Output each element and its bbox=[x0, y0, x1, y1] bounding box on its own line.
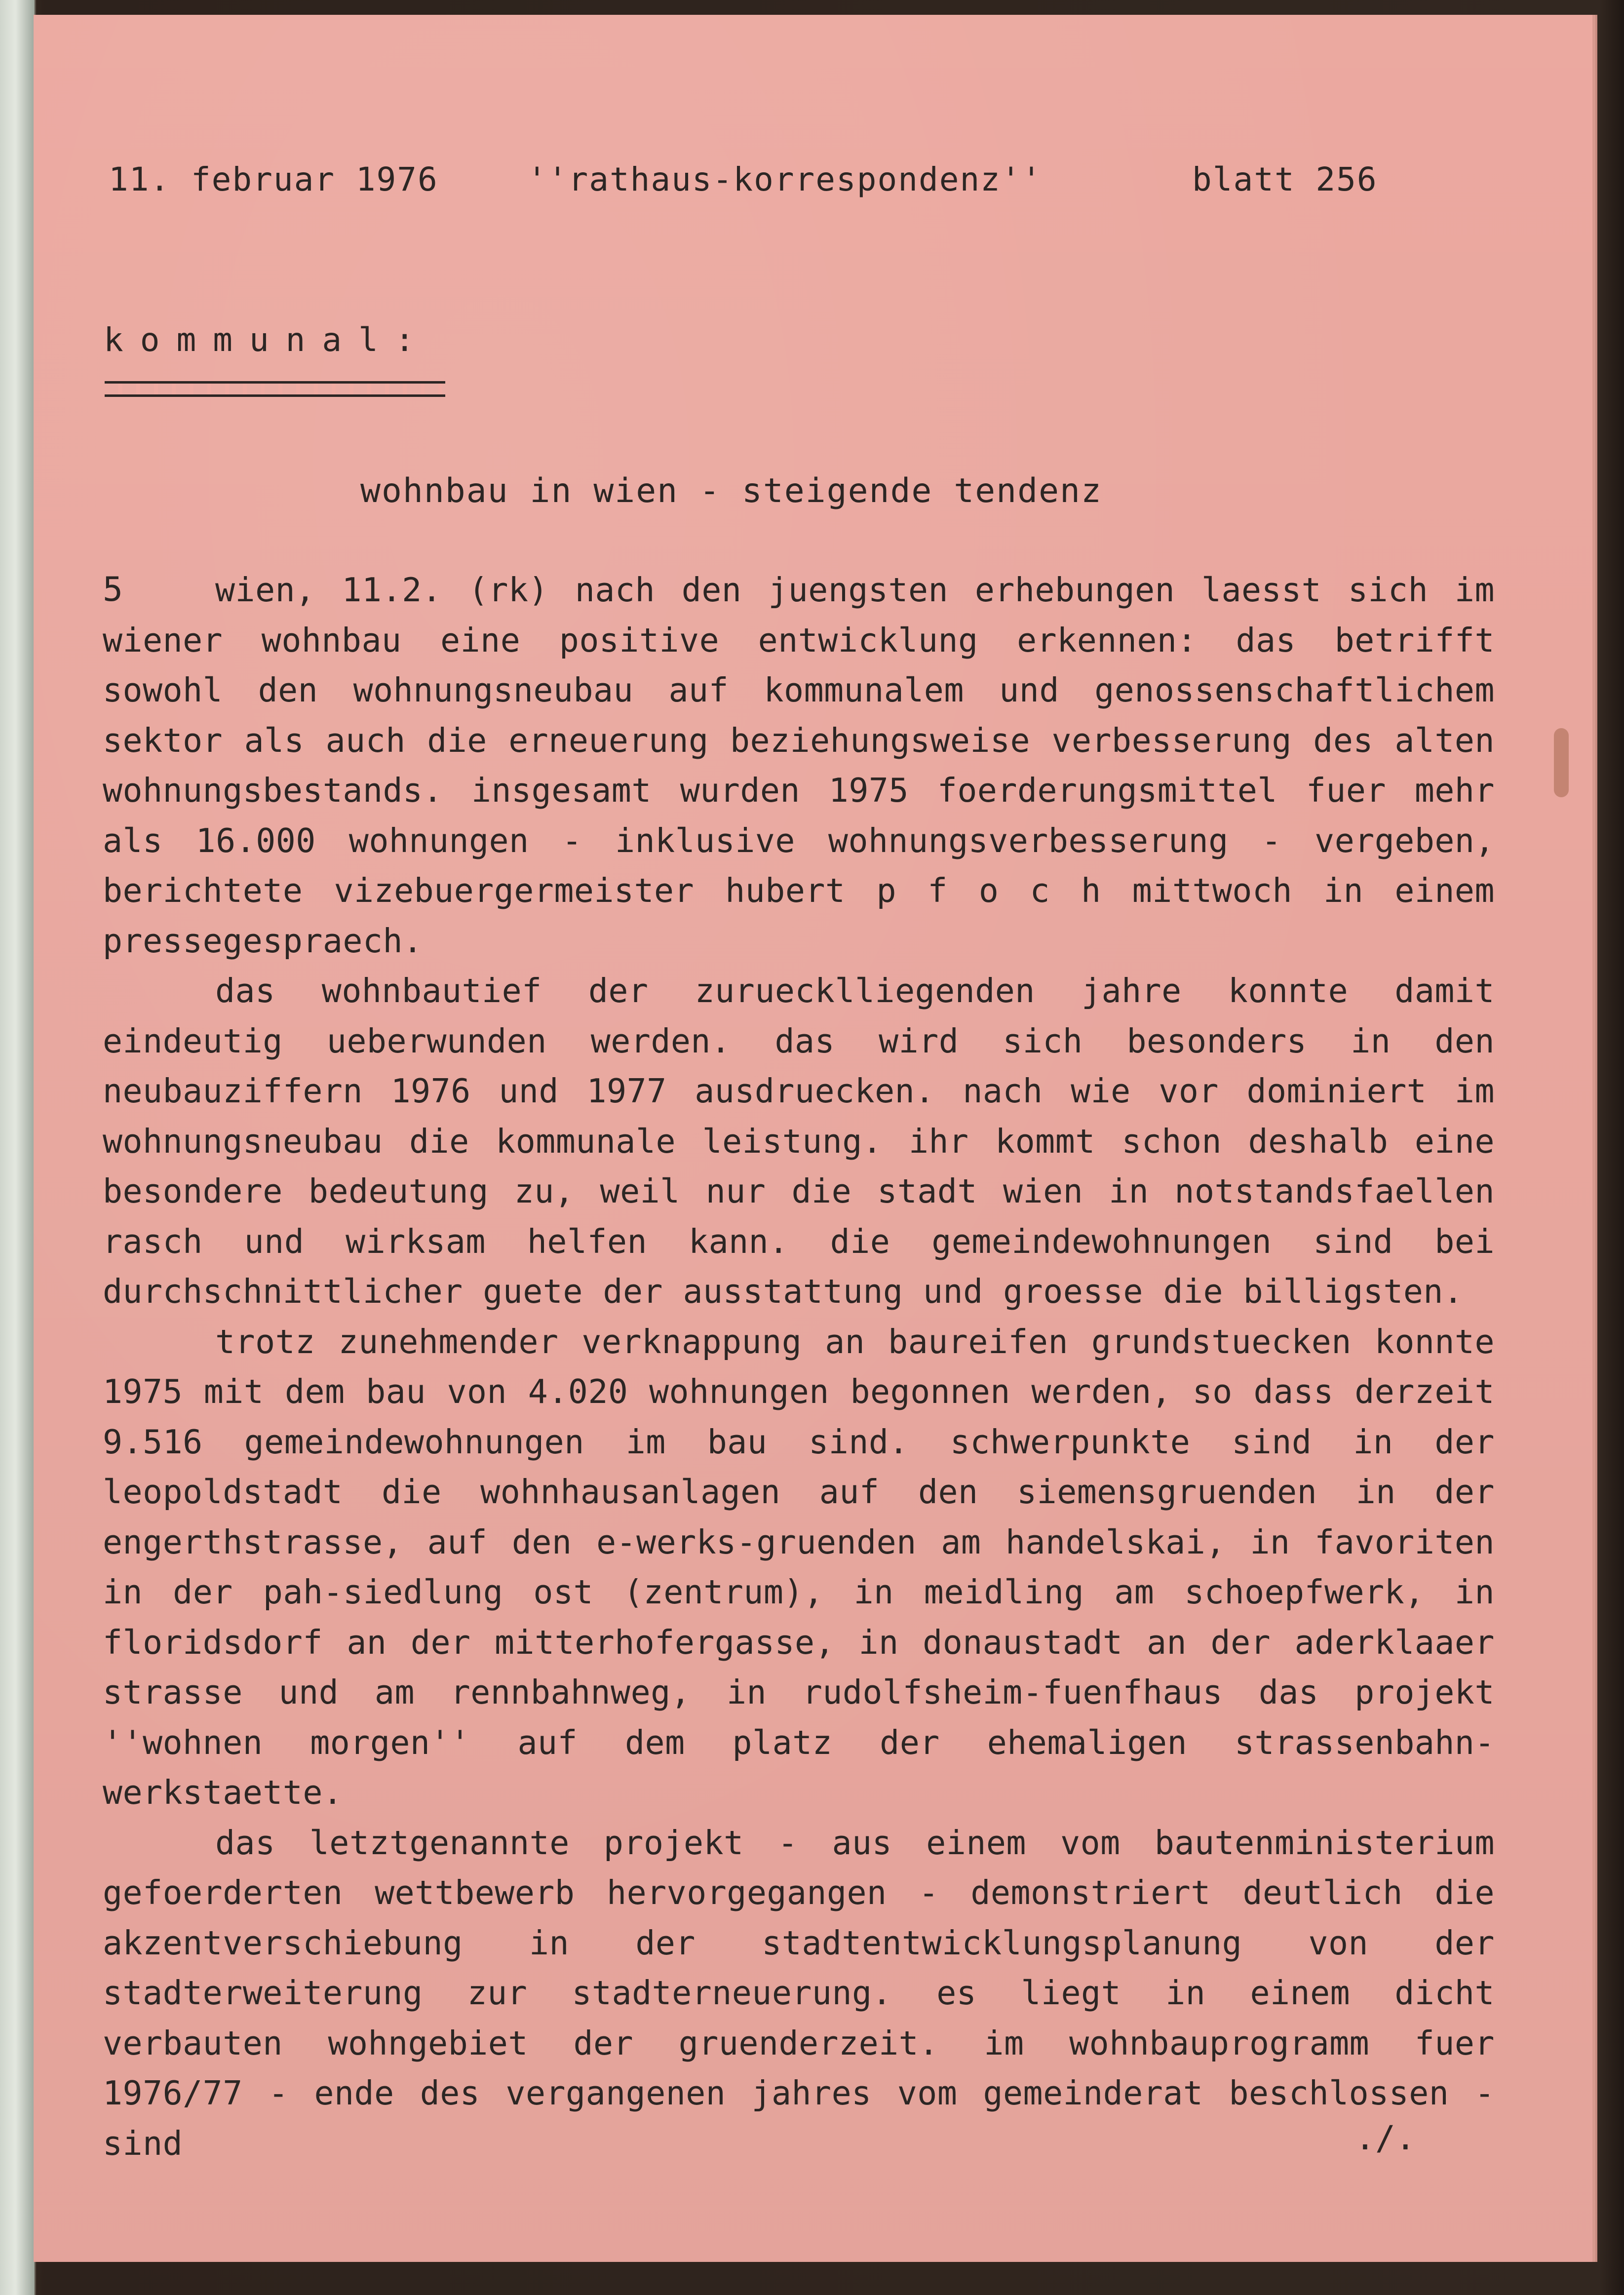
paragraph-1: wien, 11.2. (rk) nach den juengsten erhebungen laesst sich im wiener wohnbau eine positive entwicklung erkennen: das betrifft sowohl den wohnungsneubau auf kommunalem und genossenschaftlichem sektor als auch die erneuerung beziehungsweise verbesserung des alten wohnungsbestands. insgesamt wurden 1975 foerderungsmittel fuer mehr als 16.000 wohnungen - inklusive wohnungsverbesserung - vergeben, berichtete vizebuergermeister hubert p f o c h mittwoch in einem pressegespraech. bbox=[103, 571, 1495, 960]
paragraph-4: das letztgenannte projekt - aus einem vom bautenministerium gefoerderten wettbewerb hervorgegangen - demonstriert deutlich die akzentverschiebung in der stadtentwicklungsplanung von der stadterweiterung zur stadterneuerung. es liegt in einem dicht verbauten wohngebiet der gruenderzeit. im wohnbauprogramm fuer 1976/77 - ende des vergangenen jahres vom gemeinderat beschlossen - sind bbox=[103, 1823, 1495, 2163]
paragraph-2: das wohnbautief der zuruecklliegenden jahre konnte damit eindeutig ueberwunden werden. das wird sich besonders in den neubauziffern 1976 und 1977 ausdruecken. nach wie vor dominiert im wohnungsneubau die kommunale leistung. ihr kommt schon deshalb eine besondere bedeutung zu, weil nur die stadt wien in notstandsfaellen rasch und wirksam helfen kann. die gemeindewohnungen sind bei durchschnittlicher guete der ausstattung und groesse die billigsten. bbox=[103, 972, 1495, 1311]
header-publication: ''rathaus-korrespondenz'' bbox=[527, 160, 1043, 198]
section-underline bbox=[105, 381, 445, 397]
paper-stain bbox=[1554, 728, 1569, 797]
header-page-number: blatt 256 bbox=[1192, 160, 1378, 198]
paragraph-3: trotz zunehmender verknappung an baureifen grundstuecken konnte 1975 mit dem bau von 4.020 wohnungen begonnen werden, so dass derzeit 9.516 gemeindewohnungen im bau sind. schwerpunkte sind in der leopoldstadt die wohnhausanlagen auf den siemensgruenden in der engerthstrasse, auf den e-werks-gruenden am handelskai, in favoriten in der pah-siedlung ost (zentrum), in meidling am schoepfwerk, in floridsdorf an der mitterhofergasse, in donaustadt an der aderklaaer strasse und am rennbahnweg, in rudolfsheim-fuenfhaus das projekt ''wohnen morgen'' auf dem platz der ehemaligen strassenbahn-werkstaette. bbox=[103, 1322, 1495, 1812]
continuation-mark: ./. bbox=[1355, 2119, 1416, 2158]
line-marker: 5 bbox=[103, 570, 123, 609]
article-title: wohnbau in wien - steigende tendenz bbox=[360, 471, 1102, 510]
adjacent-page-edge bbox=[0, 0, 36, 2295]
article-body bbox=[103, 565, 1495, 2169]
page-header bbox=[79, 160, 1436, 205]
header-date: 11. februar 1976 bbox=[109, 160, 438, 198]
section-label: kommunal: bbox=[104, 321, 431, 359]
